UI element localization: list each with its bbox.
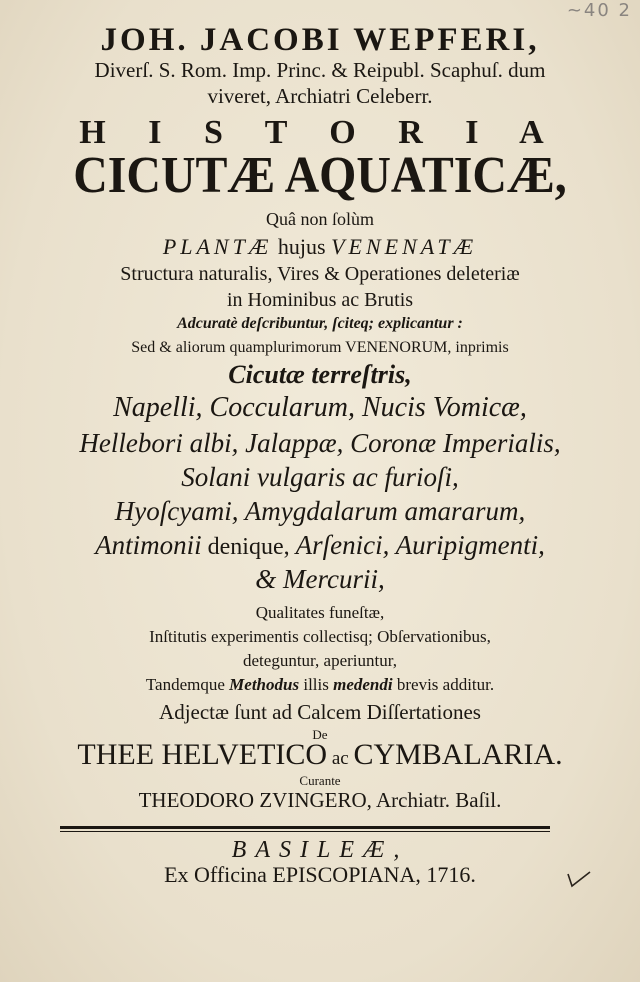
author-role-line-1: Diverſ. S. Rom. Imp. Princ. & Reipubl. Scaphuſ. dum [94,58,546,82]
structura-line: Structura naturalis, Vires & Operationes deleteriæ [120,263,520,285]
antimonii-line [0,532,640,559]
deteguntur-line: deteguntur, aperiuntur, [243,651,397,670]
adjectae-line: Adjectæ ſunt ad Calcem Diſſertationes [159,700,481,724]
curante-line: Curante [299,773,341,788]
hujus-word: hujus [272,234,332,259]
cicutae-terrestris-line: Cicutæ terreſtris, [228,360,412,389]
author-line: JOH. JACOBI WEPFERI, [100,22,540,58]
separator-rule [60,826,550,829]
solani-line: Solani vulgaris ac furioſi, [181,462,459,492]
title-cicutae-aquaticae: CICUTÆ AQUATICÆ, [73,147,567,204]
qualitates-line: Qualitates funeſtæ, [255,603,385,622]
denique-word: denique, [201,534,296,560]
ink-mark [566,868,592,888]
napelli-line: Napelli, Coccularum, Nucis Vomicæ, [113,392,527,423]
hellebori-line: Hellebori albi, Jalappæ, Coronæ Imperialis, [79,428,561,458]
thee-helvetico-words: THEE HELVETICO [77,738,328,771]
antimonii-word: Antimonii [95,530,202,560]
plantae-line [0,236,640,258]
brevis-additur-words: brevis additur. [392,675,495,694]
thee-helvetico-line [0,740,640,770]
author-role-line-2: viveret, Archiatri Celeberr. [207,84,433,108]
ac-word: ac [327,748,354,769]
plantae-word: PLANTÆ [162,234,273,259]
hyoscyami-line: Hyoſcyami, Amygdalarum amararum, [114,496,526,526]
zvingero-line: THEODORO ZVINGERO, Archiatr. Baſil. [138,788,502,812]
mercurii-line: & Mercurii, [255,564,385,594]
cymbalaria-word: CYMBALARIA. [353,738,563,771]
tandemque-word: Tandemque [145,675,230,694]
sed-aliorum-line: Sed & aliorum quamplurimorum VENENORUM, inprimis [131,339,509,356]
separator-rule-thin [60,831,550,832]
pencil-annotation: ~40 2 [566,0,632,21]
arsenici-words: Arſenici, Auripigmenti, [295,530,545,560]
officina-line: Ex Officina EPISCOPIANA, 1716. [164,862,476,887]
illis-word: illis [299,675,334,694]
medendi-word: medendi [333,675,393,694]
de-line: De [312,727,328,742]
basileae-line: BASILEÆ, [231,837,409,863]
qua-non-solum-line: Quâ non ſolùm [266,209,374,229]
venenatae-word: VENENATÆ [331,234,478,259]
methodus-word: Methodus [229,675,300,694]
tandemque-line [0,676,640,693]
adcurate-line: Adcuratè deſcribuntur, ſciteq; explicantur : [177,315,463,332]
hominibus-line: in Hominibus ac Brutis [226,289,414,311]
institutis-line: Inſtitutis experimentis collectisq; Obſervationibus, [149,627,491,646]
title-historia: H I S T O R I A [79,114,561,151]
